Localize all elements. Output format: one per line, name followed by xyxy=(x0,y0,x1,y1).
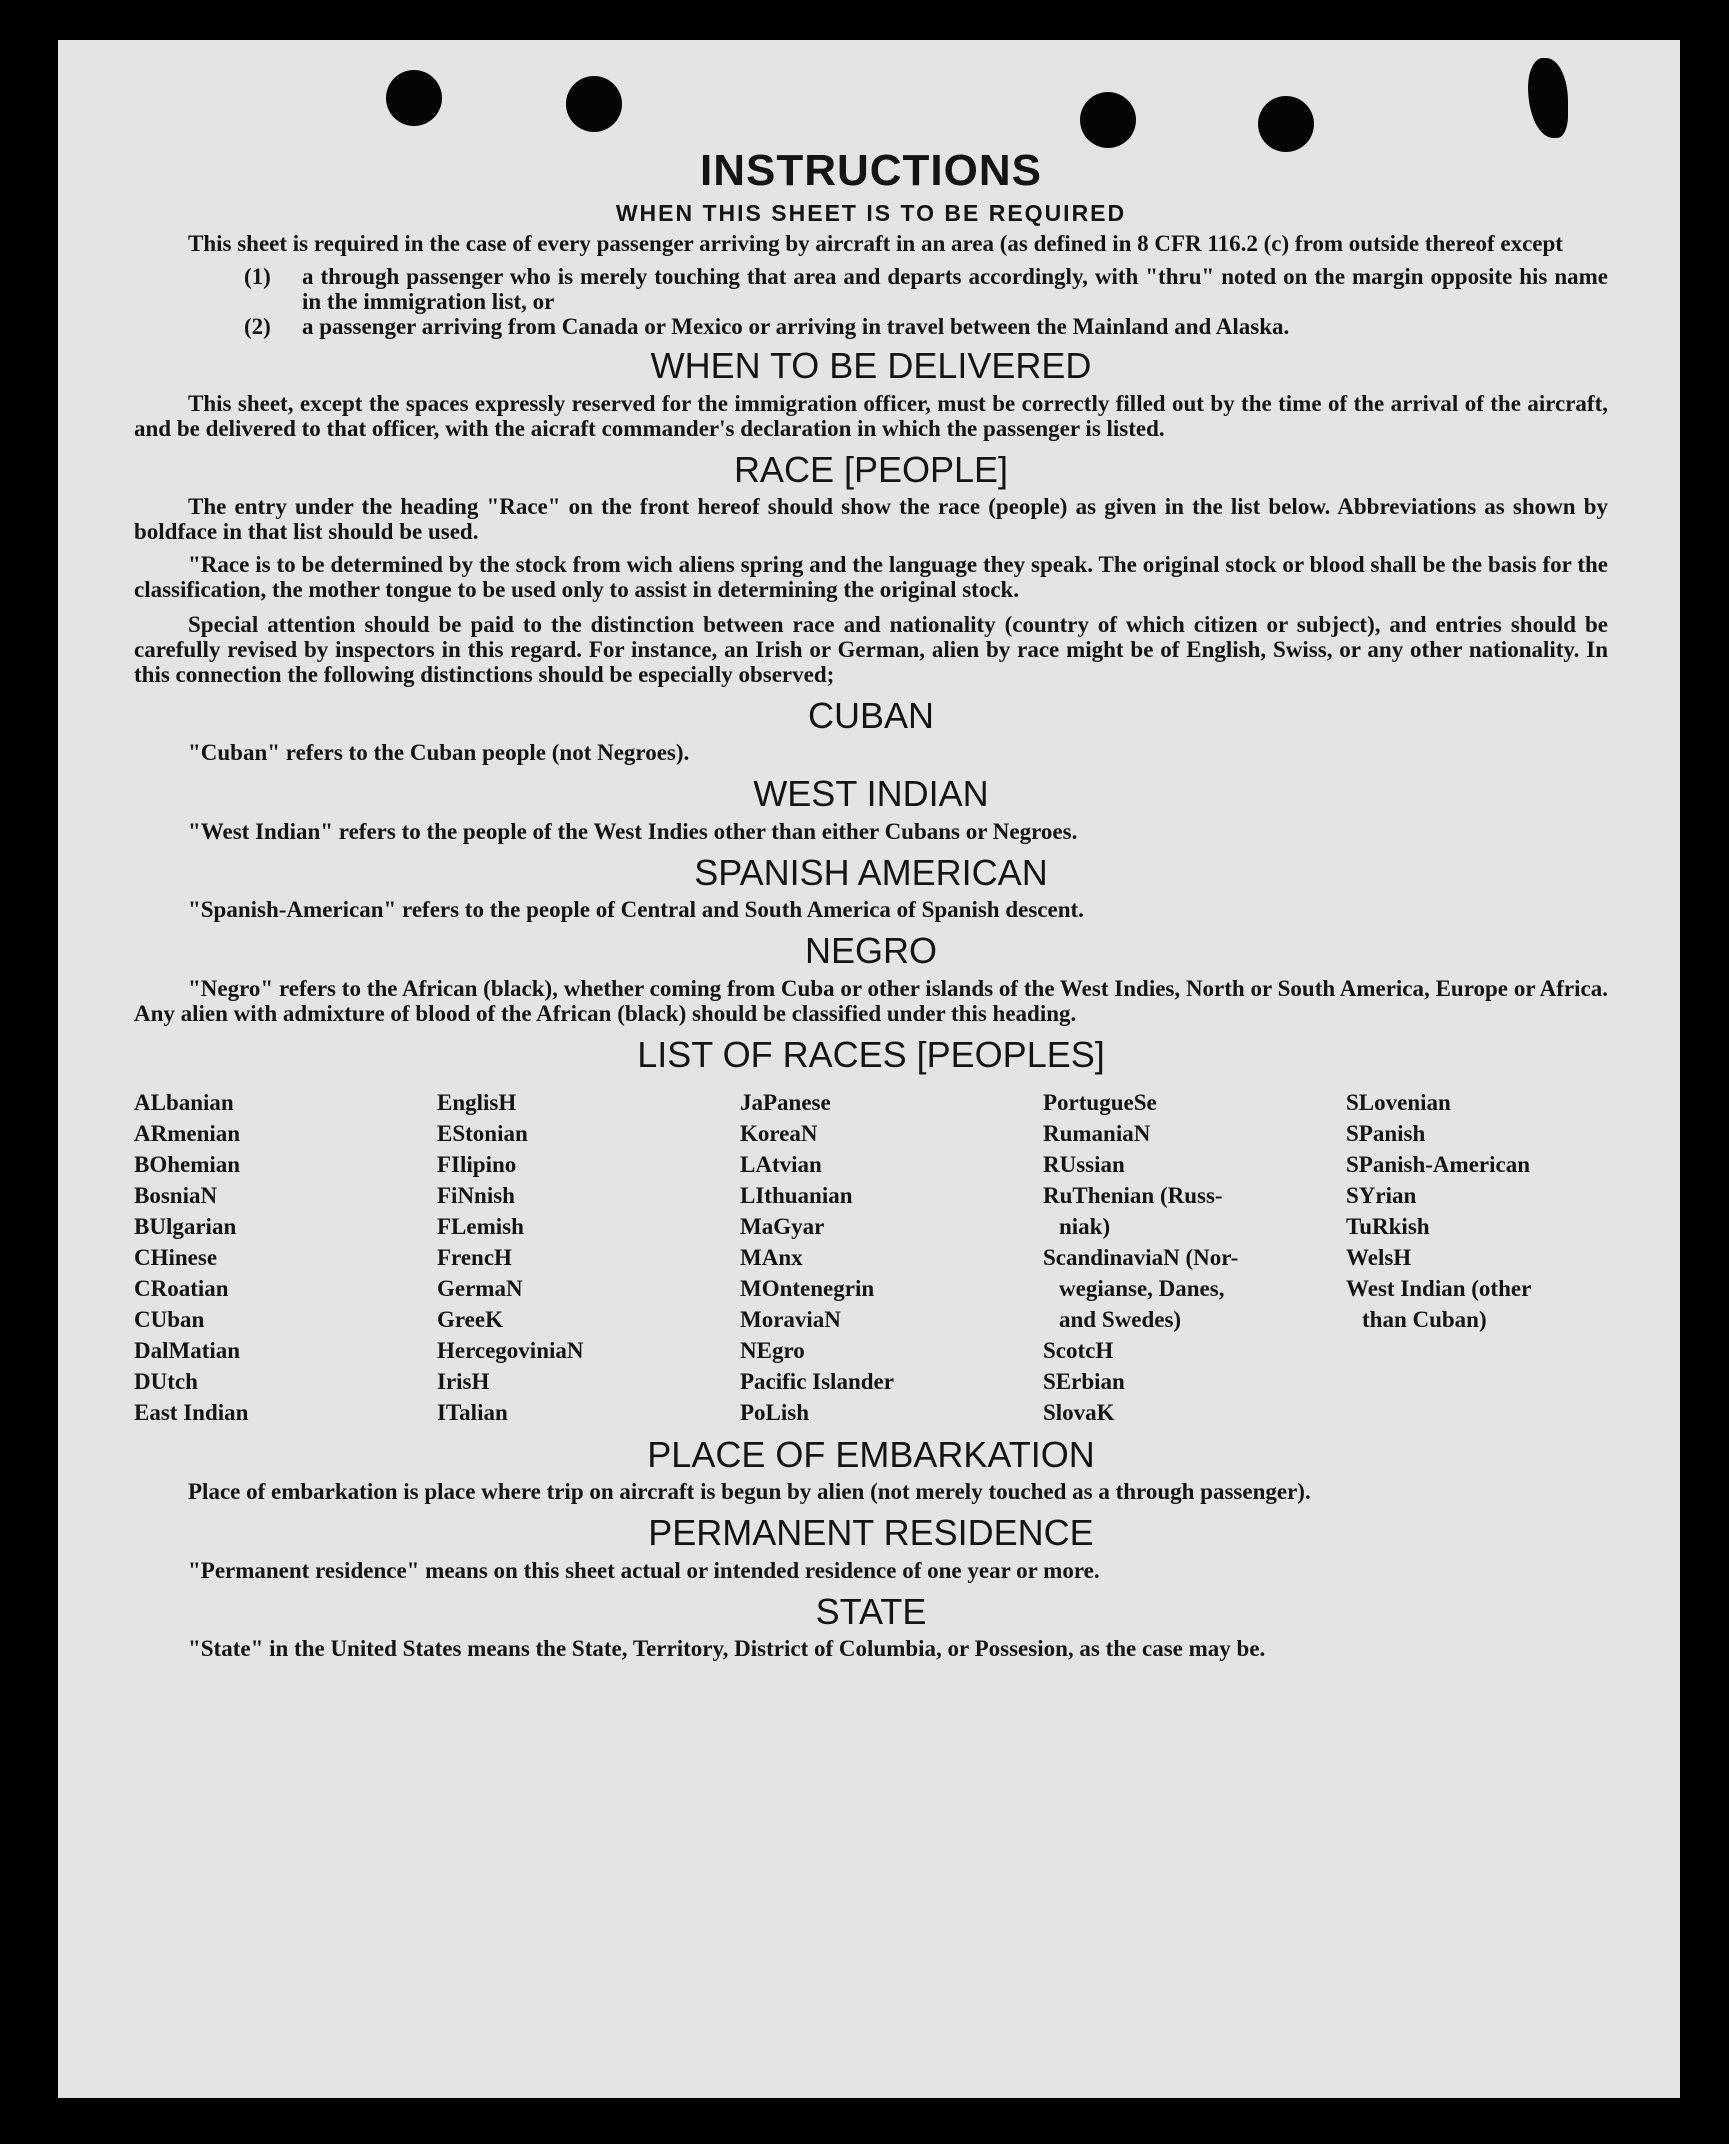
race-entry: Pacific Islander xyxy=(740,1368,894,1394)
race-entry: IrisH xyxy=(437,1368,490,1394)
race-entry: ITalian xyxy=(437,1399,508,1425)
negro-paragraph: "Negro" refers to the African (black), whether coming from Cuba or other islands of the West Indies, North or South America, Europe or Africa. Any alien with admixture of blood of the African (black) should be classified under this heading. xyxy=(134,975,1608,1026)
heading-negro: NEGRO xyxy=(804,930,937,972)
residence-paragraph: "Permanent residence" means on this sheet actual or intended residence of one year or more. xyxy=(188,1557,1100,1583)
race-entry: JaPanese xyxy=(740,1089,831,1115)
race-entry: than Cuban) xyxy=(1362,1306,1487,1332)
race-entry: SlovaK xyxy=(1043,1399,1115,1425)
heading-cuban: CUBAN xyxy=(807,694,935,736)
torn-corner xyxy=(1528,58,1568,138)
race-entry: CHinese xyxy=(134,1244,218,1270)
exception-number: (1) xyxy=(244,264,271,290)
race-entry: FIlipino xyxy=(437,1151,517,1177)
race-entry: KoreaN xyxy=(740,1120,818,1146)
heading-when-delivered: WHEN TO BE DELIVERED xyxy=(650,345,1092,387)
race-entry: PoLish xyxy=(740,1399,810,1425)
race-entry: CUban xyxy=(134,1306,205,1332)
race-entry: SPanish-American xyxy=(1346,1151,1530,1177)
races-column-3 xyxy=(740,1087,1043,1428)
race-entry: GermaN xyxy=(437,1275,523,1301)
race-entry: West Indian (other xyxy=(1346,1275,1532,1301)
race-entry: WelsH xyxy=(1346,1244,1412,1270)
race-entry: SLovenian xyxy=(1346,1089,1451,1115)
race-entry: MoraviaN xyxy=(740,1306,841,1332)
race-paragraph-3: Special attention should be paid to the distinction between race and nationality (country of which citizen or subject), and entries should be carefully revised by inspectors in this regard. For instance, an Irish or German, alien by race might be of English, Swiss, or any other nationality. In this connection the following distinctions should be especially observed; xyxy=(134,611,1608,687)
heading-spanish-american: SPANISH AMERICAN xyxy=(694,851,1048,893)
race-entry: EStonian xyxy=(437,1120,528,1146)
west-indian-paragraph: "West Indian" refers to the people of the West Indies other than either Cubans or Negroes. xyxy=(188,818,1078,844)
race-entry: niak) xyxy=(1059,1213,1111,1239)
race-entry: East Indian xyxy=(134,1399,249,1425)
race-entry: RumaniaN xyxy=(1043,1120,1151,1146)
race-entry: MAnx xyxy=(740,1244,803,1270)
punch-hole xyxy=(566,76,622,132)
race-entry: DalMatian xyxy=(134,1337,241,1363)
races-list xyxy=(134,1087,1608,1428)
spanish-american-paragraph: "Spanish-American" refers to the people of Central and South America of Spanish descent. xyxy=(188,897,1084,923)
race-entry: PortugueSe xyxy=(1043,1089,1157,1115)
heading-race: RACE [PEOPLE] xyxy=(733,448,1009,490)
exception-text: a through passenger who is merely touching that area and departs accordingly, with "thru" noted on the margin opposite his name in the immigration list, or xyxy=(302,264,1608,315)
punch-hole xyxy=(1080,92,1136,148)
races-column-1 xyxy=(134,1087,437,1428)
exception-item xyxy=(244,314,1608,339)
race-entry: ALbanian xyxy=(134,1089,234,1115)
races-column-5 xyxy=(1346,1087,1608,1428)
cuban-paragraph: "Cuban" refers to the Cuban people (not Negroes). xyxy=(188,740,690,766)
intro-paragraph: This sheet is required in the case of every passenger arriving by aircraft in an area (as defined in 8 CFR 116.2 (c) from outside thereof except xyxy=(188,231,1563,257)
exception-item xyxy=(244,264,1608,314)
race-entry: FLemish xyxy=(437,1213,524,1239)
race-entry: CRoatian xyxy=(134,1275,229,1301)
heading-permanent-residence: PERMANENT RESIDENCE xyxy=(648,1512,1094,1554)
race-entry: EnglisH xyxy=(437,1089,517,1115)
race-paragraph-1: The entry under the heading "Race" on the front hereof should show the race (people) as given in the list below. Abbreviations as shown by boldface in that list should be used. xyxy=(134,493,1608,544)
race-entry: ScotcH xyxy=(1043,1337,1114,1363)
race-entry: MOntenegrin xyxy=(740,1275,875,1301)
race-entry: BUlgarian xyxy=(134,1213,237,1239)
heading-list-of-races: LIST OF RACES [PEOPLES] xyxy=(637,1033,1105,1075)
race-entry: TuRkish xyxy=(1346,1213,1430,1239)
heading-place-of-embarkation: PLACE OF EMBARKATION xyxy=(647,1433,1095,1475)
race-entry: NEgro xyxy=(740,1337,805,1363)
race-entry: RuThenian (Russ- xyxy=(1043,1182,1223,1208)
race-entry: SYrian xyxy=(1346,1182,1417,1208)
race-entry: SErbian xyxy=(1043,1368,1125,1394)
punch-hole xyxy=(386,70,442,126)
races-column-4 xyxy=(1043,1087,1346,1428)
races-column-2 xyxy=(437,1087,740,1428)
race-entry: ARmenian xyxy=(134,1120,241,1146)
race-entry: FrencH xyxy=(437,1244,512,1270)
page-title: INSTRUCTIONS xyxy=(700,146,1042,195)
race-entry: FiNnish xyxy=(437,1182,515,1208)
punch-hole xyxy=(1258,96,1314,152)
race-paragraph-2: "Race is to be determined by the stock from wich aliens spring and the language they speak. The original stock or blood shall be the basis for the classification, the mother tongue to be used only to assist in determining the original stock. xyxy=(134,551,1608,602)
race-entry: MaGyar xyxy=(740,1213,825,1239)
instructions-content xyxy=(134,148,1608,1669)
race-entry: RUssian xyxy=(1043,1151,1125,1177)
page-subtitle: WHEN THIS SHEET IS TO BE REQUIRED xyxy=(615,200,1127,227)
race-entry: BosniaN xyxy=(134,1182,218,1208)
exception-text: a passenger arriving from Canada or Mexico or arriving in travel between the Mainland and Alaska. xyxy=(302,314,1290,340)
embarkation-paragraph: Place of embarkation is place where trip on aircraft is begun by alien (not merely touched as a through passenger). xyxy=(188,1479,1311,1505)
race-entry: DUtch xyxy=(134,1368,198,1394)
race-entry: LAtvian xyxy=(740,1151,822,1177)
race-entry: and Swedes) xyxy=(1059,1306,1182,1332)
race-entry: LIthuanian xyxy=(740,1182,853,1208)
exception-number: (2) xyxy=(244,314,271,340)
form-sheet xyxy=(58,40,1680,2098)
race-entry: HercegoviniaN xyxy=(437,1337,584,1363)
delivered-paragraph: This sheet, except the spaces expressly reserved for the immigration officer, must be correctly filled out by the time of the arrival of the aircraft, and be delivered to that officer, with the aicraft commander's declaration in which the passenger is listed. xyxy=(134,390,1608,441)
race-entry: ScandinaviaN (Nor- xyxy=(1043,1244,1239,1270)
heading-west-indian: WEST INDIAN xyxy=(753,773,989,815)
state-paragraph: "State" in the United States means the State, Territory, District of Columbia, or Possesion, as the case may be. xyxy=(188,1636,1266,1662)
race-entry: GreeK xyxy=(437,1306,503,1332)
race-entry: BOhemian xyxy=(134,1151,241,1177)
race-entry: wegianse, Danes, xyxy=(1059,1275,1225,1301)
heading-state: STATE xyxy=(815,1590,927,1632)
race-entry: SPanish xyxy=(1346,1120,1426,1146)
